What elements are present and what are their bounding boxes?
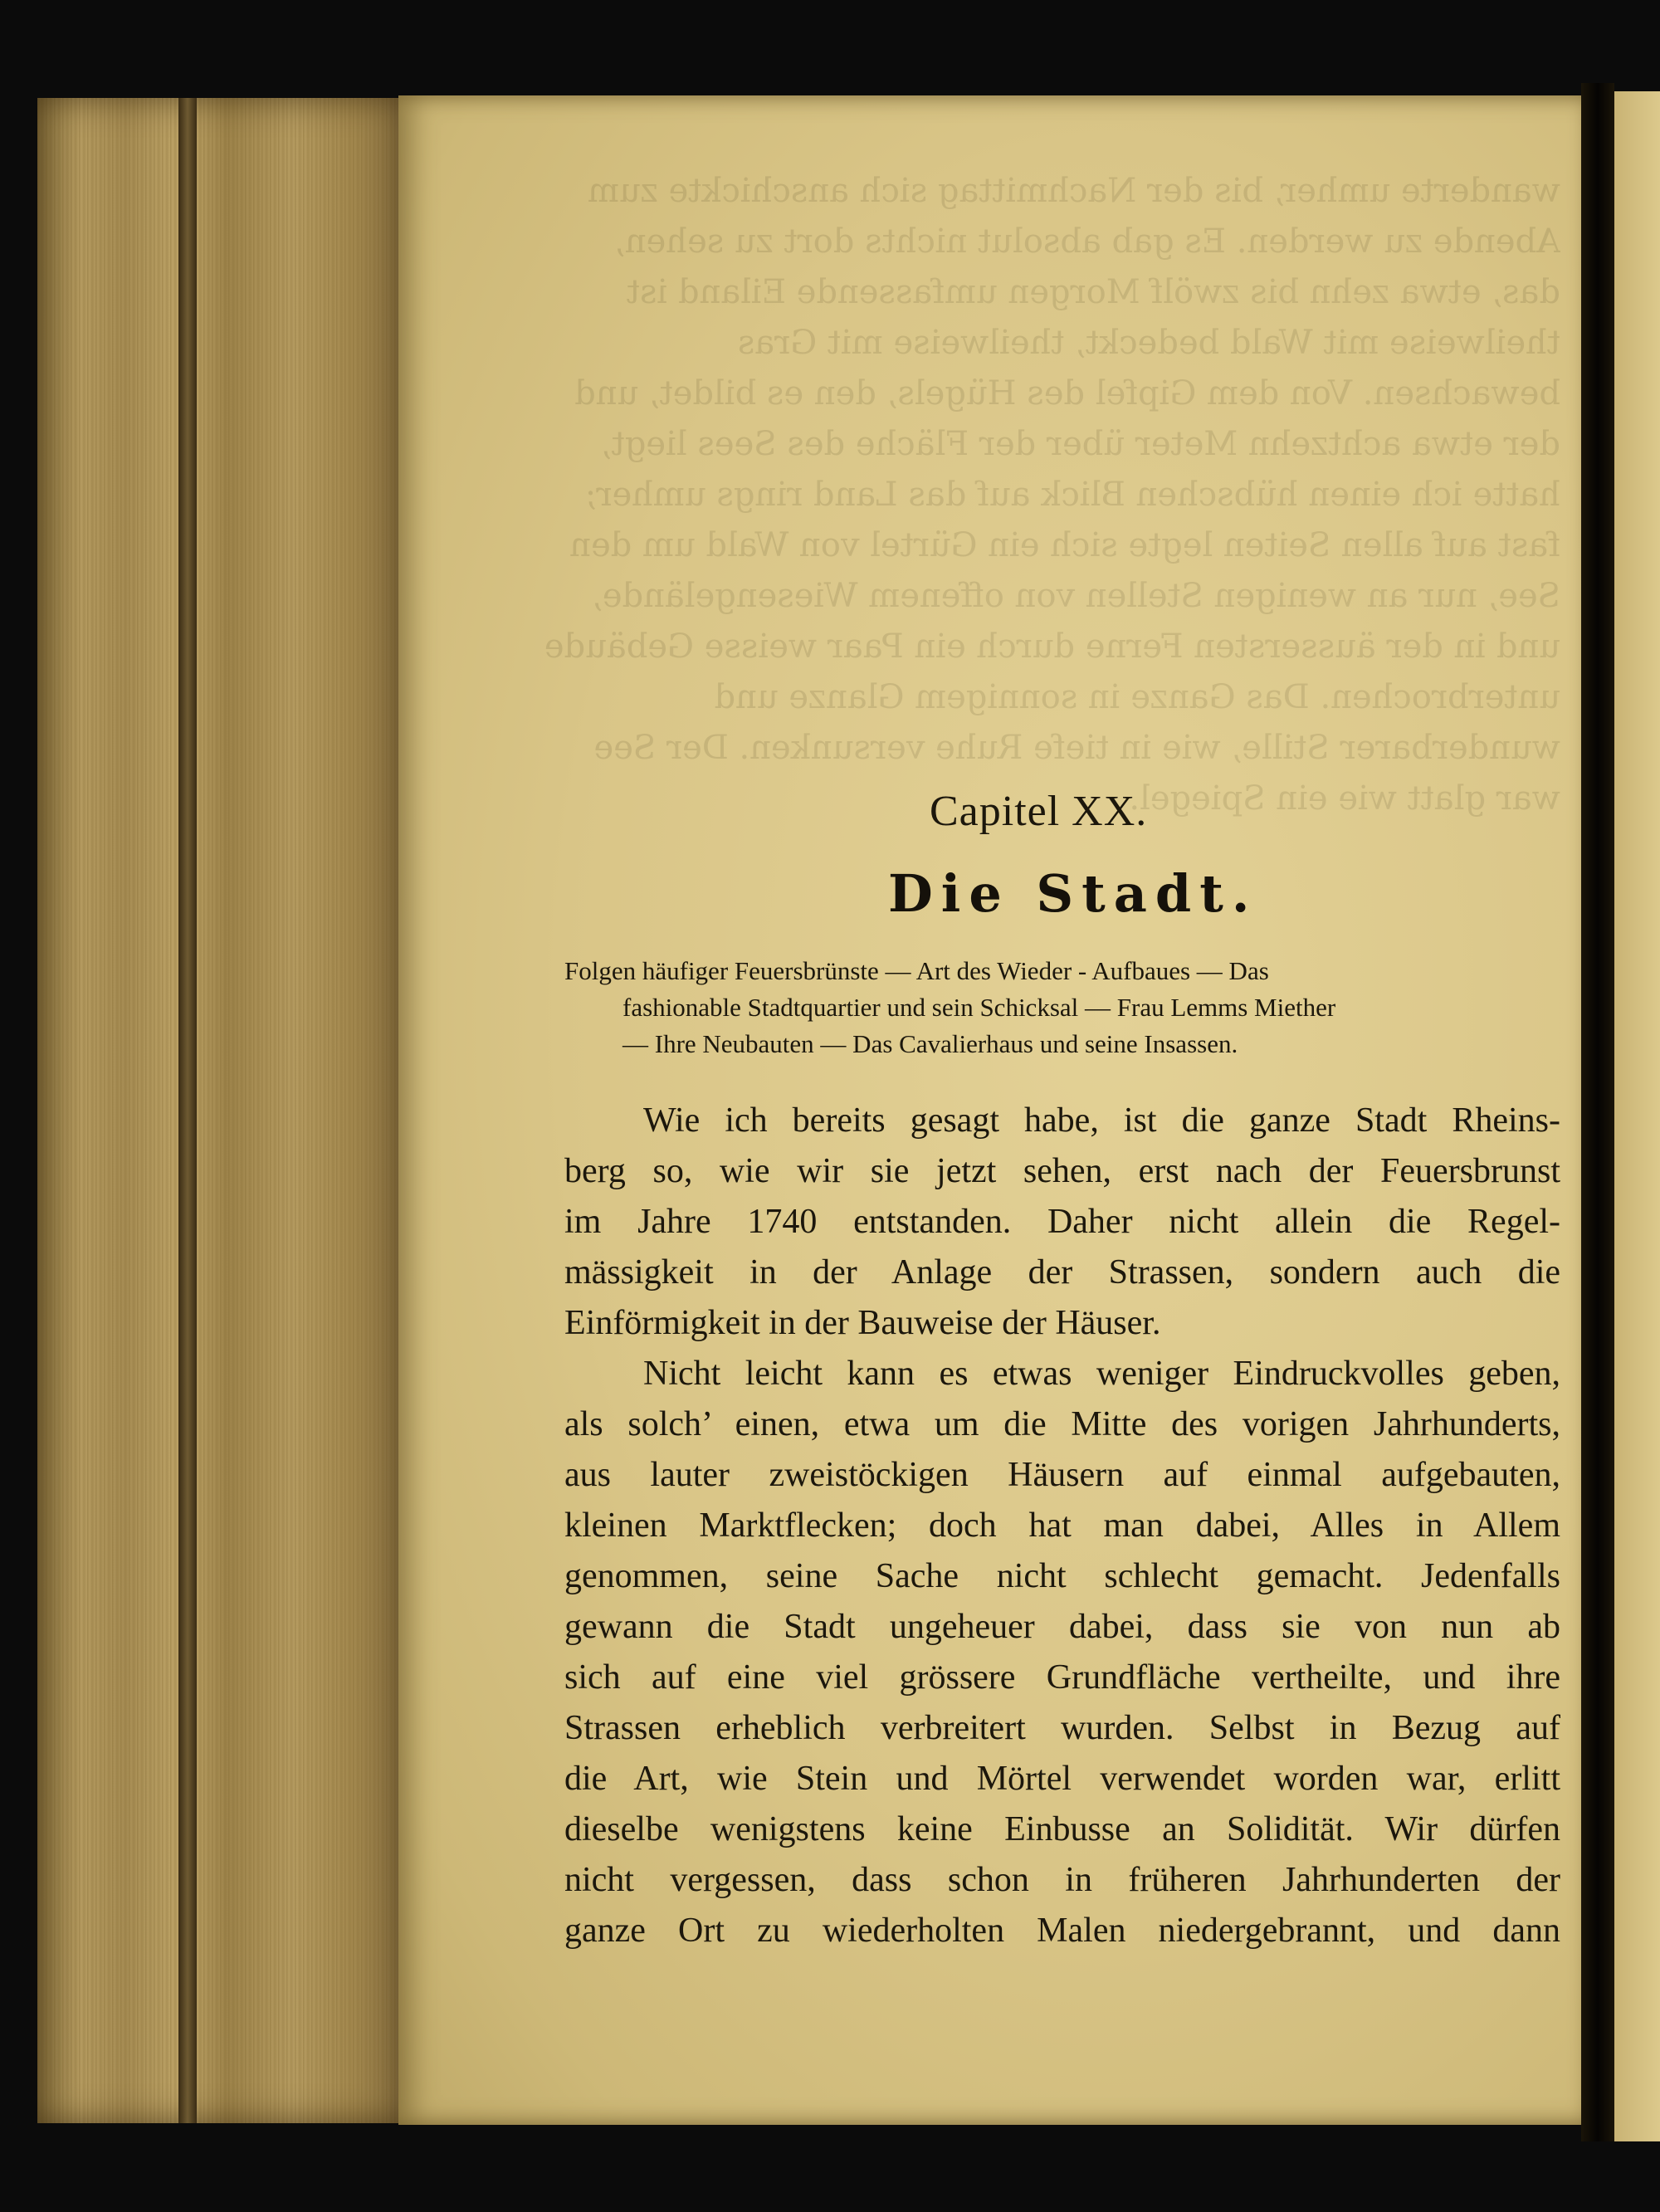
text-line: mässigkeit in der Anlage der Strassen, sondern auch die	[564, 1253, 1560, 1292]
chapter-title: Die Stadt.	[888, 863, 1258, 924]
summary-line: — Ihre Neubauten — Das Cavalierhaus und seine Insassen.	[622, 1029, 1238, 1058]
page-edge-gap	[178, 98, 197, 2123]
text-line: Nicht leicht kann es etwas weniger Eindruckvolles geben,	[643, 1355, 1560, 1393]
facing-page-edge	[1614, 91, 1660, 2141]
page-edges	[37, 98, 403, 2123]
text-line: Strassen erheblich verbreitert wurden. Selbst in Bezug auf	[564, 1709, 1560, 1747]
text-line: aus lauter zweistöckigen Häusern auf einmal aufgebauten,	[564, 1456, 1560, 1494]
text-line: die Art, wie Stein und Mörtel verwendet worden war, erlitt	[564, 1760, 1560, 1798]
text-line: genommen, seine Sache nicht schlecht gemacht. Jedenfalls	[564, 1557, 1560, 1595]
summary-line: Folgen häufiger Feuersbrünste — Art des Wieder - Aufbaues — Das	[564, 956, 1269, 985]
text-line: im Jahre 1740 entstanden. Daher nicht allein die Regel-	[564, 1203, 1560, 1241]
chapter-summary	[564, 953, 1556, 1062]
chapter-number: Capitel XX.	[930, 788, 1148, 835]
text-line: berg so, wie wir sie jetzt sehen, erst nach der Feuersbrunst	[564, 1152, 1560, 1190]
text-line: nicht vergessen, dass schon in früheren Jahrhunderten der	[564, 1861, 1560, 1899]
book-gutter	[1581, 83, 1614, 2141]
text-line: ganze Ort zu wiederholten Malen niedergebrannt, und dann	[564, 1912, 1560, 1950]
text-line: gewann die Stadt ungeheuer dabei, dass sie von nun ab	[564, 1608, 1560, 1646]
text-line: dieselbe wenigstens keine Einbusse an Solidität. Wir dürfen	[564, 1810, 1560, 1848]
body-text	[564, 1096, 1560, 1956]
summary-line: fashionable Stadtquartier und sein Schicksal — Frau Lemms Miether	[622, 993, 1336, 1022]
text-line: als solch’ einen, etwa um die Mitte des vorigen Jahrhunderts,	[564, 1405, 1560, 1443]
text-line: sich auf eine viel grössere Grundfläche vertheilte, und ihre	[564, 1658, 1560, 1697]
text-line: Einförmigkeit in der Bauweise der Häuser.	[564, 1304, 1161, 1342]
text-line: kleinen Marktflecken; doch hat man dabei, Alles in Allem	[564, 1506, 1560, 1545]
text-line: Wie ich bereits gesagt habe, ist die ganze Stadt Rheins-	[643, 1101, 1560, 1140]
